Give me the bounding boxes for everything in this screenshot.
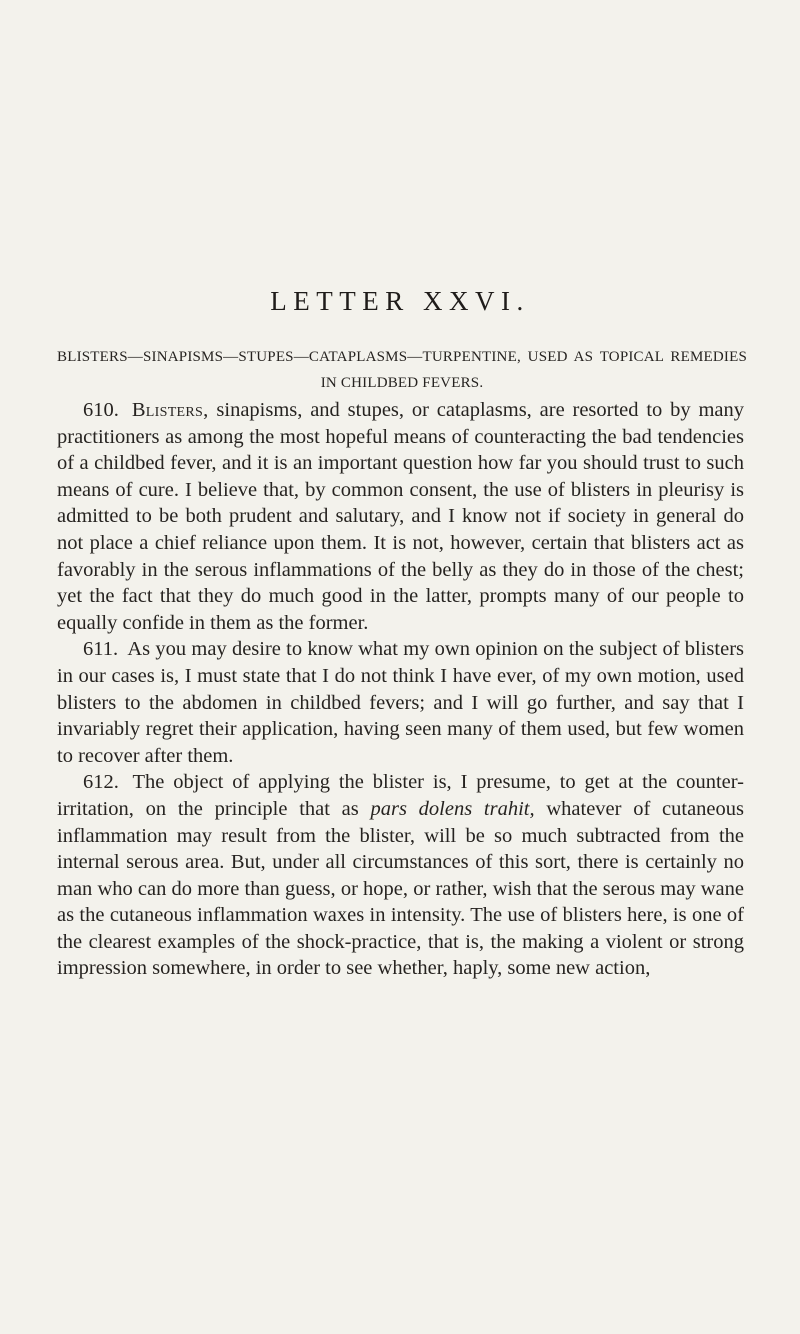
paragraph-number: 611.: [83, 638, 119, 661]
paragraph-612: [57, 769, 744, 982]
paragraph-text: The object of applying the blister is, I presume, to get at the counter-irritation, on the principle that as: [57, 771, 744, 820]
latin-phrase: pars dolens trahit,: [370, 797, 535, 820]
paragraph-610: [57, 397, 744, 636]
letter-subtitle: BLISTERS—SINAPISMS—STUPES—CATAPLASMS—TURPENTINE, USED AS TOPICAL REMEDIES IN CHILDBED FEVERS.: [57, 349, 747, 391]
body-text: [57, 397, 744, 982]
paragraph-text: sinapisms, and stupes, or cataplasms, are resorted to by many practitioners as among the most hopeful means of counteracting the bad tendencies of a childbed fever, and it is an important question how far you should trust to such means of cure. I believe that, by common consent, the use of blisters in pleurisy is admitted to be both prudent and salutary, and I know not if society in general do not place a chief reliance upon them. It is not, however, certain that blisters act as favorably in the serous inflammations of the belly as they do in those of the chest; yet the fact that they do much good in the latter, prompts many of our people to equally confide in them as the former.: [57, 399, 744, 634]
paragraph-lead-word: Blisters,: [131, 399, 209, 421]
paragraph-text: As you may desire to know what my own opinion on the subject of blisters in our cases is, I must state that I do not think I have ever, of my own motion, used blisters to the abdomen in childbed fevers; and I will go further, and say that I invariably regret their application, having seen many of them used, but few women to recover after them.: [57, 638, 745, 767]
paragraph-number: 610.: [83, 399, 119, 421]
paragraph-number: 612.: [83, 771, 119, 794]
letter-title: LETTER XXVI.: [270, 286, 530, 316]
paragraph-611: [57, 636, 744, 769]
paragraph-text-continued: whatever of cutaneous inflammation may result from the blister, will be so much subtracted from the internal serous area. But, under all circumstances of this sort, there is certainly no man who can do more than guess, or hope, or rather, wish that the serous may wane as the cutaneous inflammation waxes in intensity. The use of blisters here, is one of the clearest examples of the shock-practice, that is, the making a violent or strong impression somewhere, in order to see whether, haply, some new action,: [57, 797, 744, 980]
